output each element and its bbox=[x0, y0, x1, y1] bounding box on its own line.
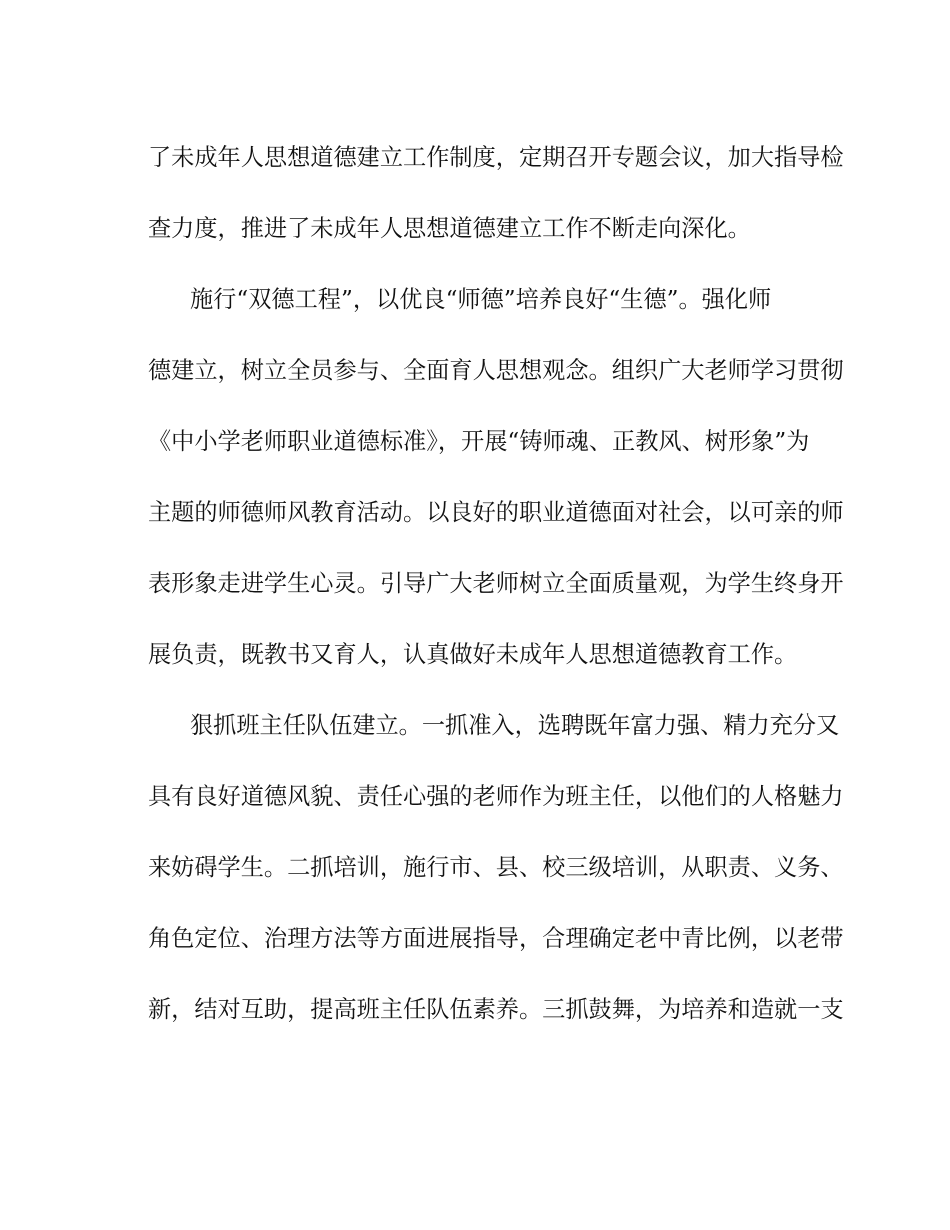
text-line: 展负责，既教书又育人，认真做好未成年人思想道德教育工作。 bbox=[148, 641, 798, 668]
text-line: 查力度，推进了未成年人思想道德建立工作不断走向深化。 bbox=[148, 215, 751, 242]
paragraph-first-line: 施行“双德工程”，以优良“师德”培养良好“生德”。强化师 bbox=[190, 286, 772, 313]
paragraph-first-line: 狠抓班主任队伍建立。一抓准入，选聘既年富力强、精力充分又 bbox=[190, 712, 840, 739]
text-line: 主题的师德师风教育活动。以良好的职业道德面对社会，以可亲的师 bbox=[148, 499, 844, 526]
text-line: 具有良好道德风貌、责任心强的老师作为班主任，以他们的人格魅力 bbox=[148, 783, 844, 810]
text-line: 角色定位、治理方法等方面进展指导，合理确定老中青比例，以老带 bbox=[148, 925, 844, 952]
text-line: 了未成年人思想道德建立工作制度，定期召开专题会议，加大指导检 bbox=[148, 144, 844, 171]
text-line: 德建立，树立全员参与、全面育人思想观念。组织广大老师学习贯彻 bbox=[148, 357, 844, 384]
text-line: 来妨碍学生。二抓培训，施行市、县、校三级培训，从职责、义务、 bbox=[148, 854, 844, 881]
text-line: 《中小学老师职业道德标准》，开展“铸师魂、正教风、树形象”为 bbox=[148, 428, 810, 455]
text-line: 新，结对互助，提高班主任队伍素养。三抓鼓舞，为培养和造就一支 bbox=[148, 996, 844, 1023]
body-text bbox=[148, 140, 844, 1063]
text-line: 表形象走进学生心灵。引导广大老师树立全面质量观，为学生终身开 bbox=[148, 570, 844, 597]
